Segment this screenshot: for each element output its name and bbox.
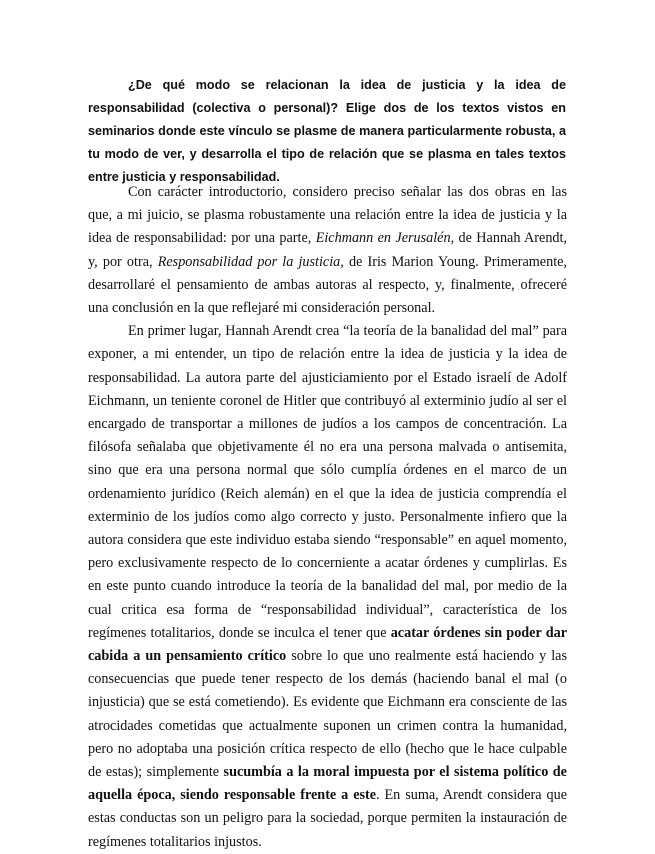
bold-phrase: acatar órdenes sin poder dar cabida a un pensamiento crítico: [88, 624, 567, 665]
essay-question: ¿De qué modo se relacionan la idea de justicia y la idea de responsabilidad (colectiva o personal)? Elige dos de los textos vistos en seminarios donde este vínculo se plasme de manera particularmente robusta, a tu modo de ver, y desarrolla el tipo de relación que se plasma en tales textos entre justicia y responsabilidad.: [88, 78, 566, 184]
text-run: Con carácter introductorio, considero preciso señalar las dos obras en las que, a mi juicio, se plasma robustamente una relación entre la idea de justicia y la idea de responsabilidad: por una parte,: [88, 184, 567, 247]
text-run: . En suma, Arendt considera que estas conductas son un peligro para la sociedad, porque permiten la instauración de regímenes totalitarios injustos.: [88, 787, 567, 850]
text-run: , de Iris Marion Young. Primeramente, desarrollaré el pensamiento de ambas autoras al respecto, y, finalmente, ofreceré una conclusión en la que reflejaré mi consideración personal.: [88, 253, 567, 317]
text-run: En primer lugar, Hannah Arendt crea “la teoría de la banalidad del mal” para exponer, a mi entender, un tipo de relación entre la idea de justicia y la idea de responsabilidad. La autora parte del ajusticiamiento por el Estado israelí de Adolf Eichmann, un teniente coronel de Hitler que contribuyó al exterminio judío al ser el encargado de transportar a millones de judíos a los campos de concentración. La filósofa señalaba que objetivamente él no era una persona malvada o antisemita, sino que era una persona normal que sólo cumplía órdenes en el marco de un ordenamiento jurídico (Reich alemán) en el que la idea de justicia comprendía el exterminio de los judíos como algo correcto y justo. Personalmente infiero que la autora considera que este individuo estaba siendo “responsable” en aquel momento, pero exclusivamente respecto de lo concerniente a acatar órdenes y cumplirlas. Es en este punto cuando introduce la teoría de la banalidad del mal, por medio de la cual critica esa forma de “responsabilidad individual”, característica de los regímenes totalitarios, donde se inculca el tener que: [88, 323, 567, 641]
paragraph-introduction: [88, 181, 567, 320]
paragraph-arendt: [88, 320, 567, 854]
bold-phrase: sucumbía a la moral impuesta por el sistema político de aquella época, siendo responsable frente a este: [88, 764, 567, 804]
book-title-young: Responsabilidad por la justicia: [157, 253, 341, 270]
text-run: sobre lo que uno realmente está haciendo y las consecuencias que puede tener respecto de los demás (haciendo banal el mal (o injusticia) que se está cometiendo). Es evidente que Eichmann era consciente de las atrocidades cometidas que actualmente suponen un crimen contra la humanidad, pero no adoptaba una posición crítica respecto de ello (hecho que le hace culpable de estas); simplemente: [88, 648, 568, 781]
text-run: , de Hannah Arendt, y, por otra,: [88, 230, 567, 270]
book-title-eichmann: Eichmann en Jerusalén: [315, 230, 451, 247]
essay-body: [88, 181, 567, 854]
